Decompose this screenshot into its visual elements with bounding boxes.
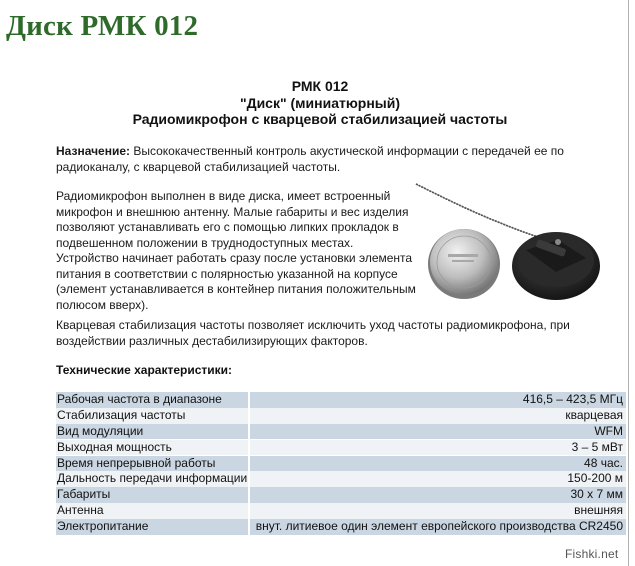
table-row — [56, 487, 626, 503]
table-row — [56, 440, 626, 456]
purpose-label: Назначение: — [56, 144, 131, 158]
quartz-paragraph: Кварцевая стабилизация частоты позволяет исключить уход частоты радиомикрофона, при воздействии различных дестабилизирующих факторов. — [56, 318, 570, 348]
table-row — [56, 519, 626, 535]
spec-value: 416,5 – 423,5 МГц — [250, 392, 626, 408]
spec-value: 48 час. — [250, 456, 626, 472]
specs-table — [56, 392, 626, 535]
page-border-line — [628, 0, 629, 566]
product-code-heading: РМК 012 — [291, 78, 349, 94]
spec-label: Антенна — [56, 503, 248, 519]
spec-value: WFM — [250, 424, 626, 440]
product-subtitle-heading: Радиомикрофон с кварцевой стабилизацией частоты — [132, 111, 508, 127]
table-row — [56, 503, 626, 519]
spec-value: 3 – 5 мВт — [250, 440, 626, 456]
specs-title: Технические характеристики: — [56, 363, 233, 377]
spec-value: внут. литиевое один элемент европейского производства CR2450 — [250, 519, 626, 535]
spec-value: 30 х 7 мм — [250, 487, 626, 503]
table-row — [56, 456, 626, 472]
product-name-heading: "Диск" (миниатюрный) — [239, 95, 401, 111]
spec-label: Рабочая частота в диапазоне — [56, 392, 248, 408]
device-photo — [408, 180, 608, 305]
page-title: Диск РМК 012 — [6, 10, 199, 42]
description-paragraph: Радиомикрофон выполнен в виде диска, имеет встроенный микрофон и внешнюю антенну. Малые габариты и вес изделия позволяют устанавливать его с помощью липких прокладок в подвешенном положении в труднодоступных местах. Устройство начинает работать сразу после установки элемента питания в соответствии с полярностью указанной на корпусе (элемент устанавливается в контейнер питания положительным полюсом вверх). — [56, 189, 416, 312]
table-row — [56, 424, 626, 440]
spec-value: кварцевая — [250, 408, 626, 424]
spec-label: Выходная мощность — [56, 440, 248, 456]
spec-label: Габариты — [56, 487, 248, 503]
spec-label: Дальность передачи информации — [57, 471, 248, 486]
table-row — [56, 392, 626, 408]
spec-value: внешняя — [250, 503, 626, 519]
watermark: Fishki.net — [565, 547, 619, 561]
spec-label: Время непрерывной работы — [56, 456, 248, 472]
purpose-paragraph — [56, 144, 596, 175]
spec-value: 150-200 м — [250, 471, 626, 487]
spec-label: Стабилизация частоты — [56, 408, 248, 424]
purpose-text: Высококачественный контроль акустической информации с передачей ее по радиоканалу, с кварцевой стабилизацией частоты. — [56, 144, 564, 174]
spec-label: Электропитание — [56, 519, 248, 535]
table-row — [56, 471, 626, 487]
spec-label: Вид модуляции — [56, 424, 248, 440]
table-row — [56, 408, 626, 424]
